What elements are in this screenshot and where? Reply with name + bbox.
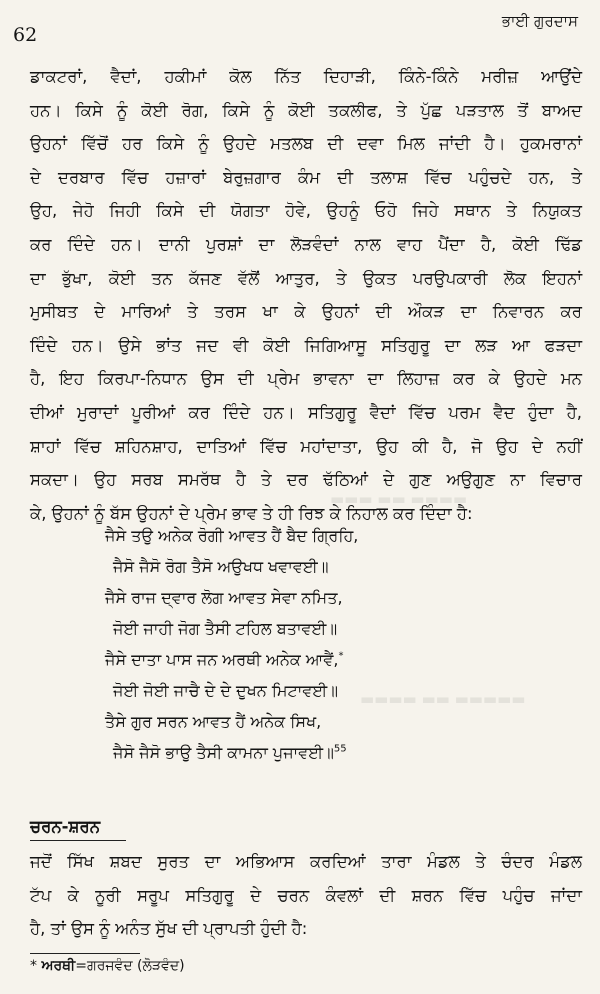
paragraph-1 <box>30 60 582 530</box>
verse-line: ਜੈਸੋ ਜੈਸੋ ਰੋਗ ਤੈਸੋ ਅਉਖਧ ਖਵਾਵਈ॥ <box>113 557 329 576</box>
page-number: 62 <box>13 24 38 46</box>
text-line: ਕਰ ਦਿੰਦੇ ਹਨ। ਦਾਨੀ ਪੁਰਸ਼ਾਂ ਦਾ ਲੋੜਵੰਦਾਂ ਨਾਲ ਵਾਹ ਪੈਂਦਾ ਹੈ, ਕੋਈ ਢਿੱਡ <box>30 234 582 254</box>
text-line: ਦੇ ਦਰਬਾਰ ਵਿੱਚ ਹਜ਼ਾਰਾਂ ਬੇਰੁਜ਼ਗਾਰ ਕੰਮ ਦੀ ਤਲਾਸ਼ ਵਿੱਚ ਪਹੁੰਚਦੇ ਹਨ, ਤੇ <box>30 167 582 187</box>
footnote-reference: 55 <box>333 743 347 755</box>
running-title: ਭਾਈ ਗੁਰਦਾਸ <box>501 12 578 30</box>
footnote-marker: * <box>30 958 37 974</box>
text-line: ਹੈ, ਤਾਂ ਉਸ ਨੂੰ ਅਨੰਤ ਸੁੱਖ ਦੀ ਪ੍ਰਾਪਤੀ ਹੁੰਦੀ ਹੈ: <box>30 919 308 939</box>
footnote <box>30 958 185 974</box>
text-line: ਸ਼ਾਹਾਂ ਵਿੱਚ ਸ਼ਹਿਨਸ਼ਾਹ, ਦਾਤਿਆਂ ਵਿੱਚ ਮਹਾਂਦਾਤਾ, ਉਹ ਕੀ ਹੈ, ਜੋ ਉਹ ਦੇ ਨਹੀਂ <box>30 436 582 456</box>
text-line: ਦੀਆਂ ਮੁਰਾਦਾਂ ਪੂਰੀਆਂ ਕਰ ਦਿੰਦੇ ਹਨ। ਸਤਿਗੁਰੂ ਵੈਦਾਂ ਵਿੱਚ ਪਰਮ ਵੈਦ ਹੁੰਦਾ ਹੈ, <box>30 402 582 422</box>
text-line: ਟੱਪ ਕੇ ਨੂਰੀ ਸਰੂਪ ਸਤਿਗੁਰੂ ਦੇ ਚਰਨ ਕੰਵਲਾਂ ਦੀ ਸ਼ਰਨ ਵਿੱਚ ਪਹੁੰਚ ਜਾਂਦਾ <box>30 885 582 905</box>
verse-block <box>105 520 575 768</box>
text-line: ਦਾ ਭੁੱਖਾ, ਕੋਈ ਤਨ ਕੱਜਣ ਵੱਲੋਂ ਆਤੁਰ, ਤੇ ਉਕਤ ਪਰਉਪਕਾਰੀ ਲੋਕ ਇਹਨਾਂ <box>30 268 582 288</box>
footnote-asterisk: * <box>338 650 344 662</box>
text-line: ਕੇ, ਉਹਨਾਂ ਨੂੰ ਬੱਸ ਉਹਨਾਂ ਦੇ ਪ੍ਰੇਮ ਭਾਵ ਤੇ ਹੀ ਰਿਝ ਕੇ ਨਿਹਾਲ ਕਰ ਦਿੰਦਾ ਹੈ: <box>30 503 473 523</box>
heading-underline <box>30 840 126 841</box>
verse-line: ਜੈਸੇ ਤਉ ਅਨੇਕ ਰੋਗੀ ਆਵਤ ਹੈਂ ਬੈਦ ਗ੍ਰਿਹਿ, <box>105 526 359 545</box>
text-line: ਉਹ, ਜੇਹੋ ਜਿਹੀ ਕਿਸੇ ਦੀ ਯੋਗਤਾ ਹੋਵੇ, ਉਹਨੂੰ ਓਹੋ ਜਿਹੇ ਸਥਾਨ ਤੇ ਨਿਯੁਕਤ <box>30 201 582 221</box>
show-through-text: ▬▬▬▬ ▬▬ ▬▬▬▬▬ <box>360 690 526 708</box>
verse-line-text: ਜੈਸੋ ਜੈਸੋ ਭਾਉ ਤੈਸੀ ਕਾਮਨਾ ਪੁਜਾਵਈ॥ <box>113 743 334 762</box>
verse-line-text: ਜੈਸੇ ਦਾਤਾ ਪਾਸ ਜਨ ਅਰਥੀ ਅਨੇਕ ਆਵੈਂ, <box>105 650 339 669</box>
verse-line: ਜੈਸੇ ਰਾਜ ਦ੍ਵਾਰ ਲੋਗ ਆਵਤ ਸੇਵਾ ਨਮਿਤ, <box>105 588 343 607</box>
paragraph-2 <box>30 845 582 946</box>
text-line: ਹੈ, ਇਹ ਕਿਰਪਾ-ਨਿਧਾਨ ਉਸ ਦੀ ਪ੍ਰੇਮ ਭਾਵਨਾ ਦਾ ਲਿਹਾਜ਼ ਕਰ ਕੇ ਉਹਦੇ ਮਨ <box>30 369 582 389</box>
text-line: ਸਕਦਾ। ਉਹ ਸਰਬ ਸਮਰੱਥ ਹੈ ਤੇ ਦਰ ਢੱਠਿਆਂ ਦੇ ਗੁਣ ਅਉਗੁਣ ਨਾ ਵਿਚਾਰ <box>30 470 582 490</box>
text-line: ਉਹਨਾਂ ਵਿੱਚੋਂ ਹਰ ਕਿਸੇ ਨੂੰ ਉਹਦੇ ਮਤਲਬ ਦੀ ਦਵਾ ਮਿਲ ਜਾਂਦੀ ਹੈ। ਹੁਕਮਰਾਨਾਂ <box>30 134 582 154</box>
verse-line: ਜੋਈ ਜੋਈ ਜਾਚੈ ਦੇ ਦੇ ਦੁਖਨ ਮਿਟਾਵਈ॥ <box>113 681 338 700</box>
text-line: ਮੁਸੀਬਤ ਦੇ ਮਾਰਿਆਂ ਤੇ ਤਰਸ ਖਾ ਕੇ ਉਹਨਾਂ ਦੀ ਔਕੜ ਦਾ ਨਿਵਾਰਨ ਕਰ <box>30 302 582 322</box>
footnote-separator <box>30 953 140 954</box>
verse-line: ਤੈਸੇ ਗੁਰ ਸਰਨ ਆਵਤ ਹੈਂ ਅਨੇਕ ਸਿਖ, <box>105 712 322 731</box>
text-line: ਦਿੰਦੇ ਹਨ। ਉਸੇ ਭਾਂਤ ਜਦ ਵੀ ਕੋਈ ਜਿਗਿਆਸੂ ਸਤਿਗੁਰੂ ਦਾ ਲੜ ਆ ਫੜਦਾ <box>30 335 582 355</box>
show-through-text: ▬▬▬ ▬▬ ▬▬▬▬ <box>330 490 468 508</box>
text-line: ਡਾਕਟਰਾਂ, ਵੈਦਾਂ, ਹਕੀਮਾਂ ਕੋਲ ਨਿੱਤ ਦਿਹਾੜੀ, ਕਿੰਨੇ-ਕਿੰਨੇ ਮਰੀਜ਼ ਆਉਂਦੇ <box>30 67 582 86</box>
text-line: ਜਦੋਂ ਸਿੱਖ ਸ਼ਬਦ ਸੁਰਤ ਦਾ ਅਭਿਆਸ ਕਰਦਿਆਂ ਤਾਰਾ ਮੰਡਲ ਤੇ ਚੰਦਰ ਮੰਡਲ <box>30 852 582 871</box>
verse-line: ਜੋਈ ਜਾਹੀ ਜੋਗ ਤੈਸੀ ਟਹਿਲ ਬਤਾਵਈ॥ <box>113 619 338 638</box>
verse-line <box>105 737 575 768</box>
footnote-term: ਅਰਥੀ <box>41 958 76 974</box>
text-line: ਹਨ। ਕਿਸੇ ਨੂੰ ਕੋਈ ਰੋਗ, ਕਿਸੇ ਨੂੰ ਕੋਈ ਤਕਲੀਫ, ਤੇ ਪੁੱਛ ਪੜਤਾਲ ਤੋਂ ਬਾਅਦ <box>30 100 582 120</box>
section-heading: ਚਰਨ-ਸ਼ਰਨ <box>30 817 101 836</box>
footnote-gloss: =ਗਰਜਵੰਦ (ਲੋੜਵੰਦ) <box>75 958 185 974</box>
verse-line <box>105 644 575 675</box>
